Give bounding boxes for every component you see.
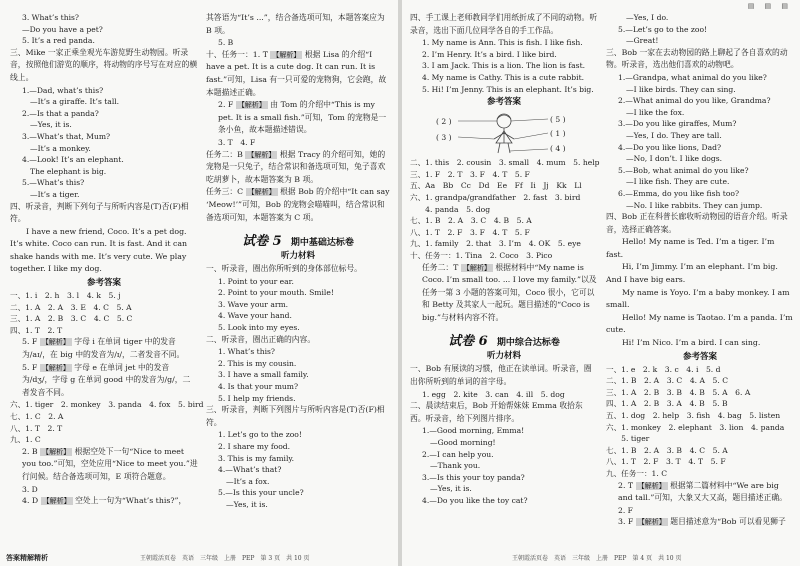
analysis-text: 根据 Lisa 的介绍“I have a pet. It is a cute dog. It can run. It is fast.”可知，Lisa 有一只可爱的宠物狗，它会跑，故本题描述正确。 (206, 49, 387, 97)
script-line: 4. Wave your hand. (218, 311, 292, 321)
dialog-line: —It’s a tiger. (30, 189, 80, 199)
script-line: 2.—I can help you. (422, 449, 494, 459)
analysis-tag: 【解析】 (42, 497, 71, 506)
script-line: 2. I share my food. (218, 442, 291, 451)
script-line: 1. egg 2. kite 3. can 4. ill 5. dog (422, 389, 565, 399)
script-line: —No, I don’t. I like dogs. (626, 154, 723, 164)
section-heading: 一、听录音，圈出你所听到的身体部位标号。 (206, 264, 362, 274)
analysis-text: 根据 Bob 的介绍中“It can say ‘Meow!’”可知，Bob 的宠物会喵喵叫，结合常识和备选项可知，本题答案为 C 项。 (206, 187, 390, 222)
answer-explanation (606, 480, 794, 505)
test-name: 期中综合达标卷 (496, 338, 560, 349)
figure-label: ( 2 ) (436, 117, 452, 127)
analysis-tag: 【解析】 (247, 188, 276, 197)
answer-line: 5. tiger (606, 434, 650, 444)
right-column-2 (606, 12, 794, 529)
script-line: 3. This is my family. (218, 453, 295, 463)
script-line: —I like the fox. (626, 107, 685, 117)
script-line: 2. Point to your mouth. Smile! (218, 288, 334, 298)
analysis-tag: 【解析】 (42, 447, 71, 456)
answer-key-label: 答案精解精析 (6, 553, 48, 562)
script-line: 3.—Is this your toy panda? (422, 472, 525, 482)
answer-explanation (10, 446, 198, 484)
script-line: 4. Is that your mum? (218, 382, 299, 392)
script-line: —Good morning! (430, 438, 496, 448)
script-line: —Yes, I do. They are tall. (626, 130, 722, 140)
script-line: 2. This is my cousin. (218, 358, 297, 368)
analysis-text: 根据空处下一句“Nice to meet you too.”可知，空处应用“Nice to meet you.”进行问候。结合备选项可知，E 项符合题意。 (22, 446, 198, 481)
answer-number: 5. F (22, 362, 38, 372)
section-heading: 四、手工课上老师教同学们用纸折成了不同的动物。听录音，选出下面几位同学各自的手工作品。 (410, 13, 598, 35)
script-line: 4.—Do you like the toy cat? (422, 496, 528, 505)
figure-label: ( 5 ) (550, 115, 566, 125)
script-line: 3.—Do you like giraffes, Mum? (618, 119, 737, 129)
section-heading: 二、晨读结束后，Bob 开始帮妹妹 Emma 收拾东西。听录音，给下列图片排序。 (410, 401, 583, 423)
answer-line: 八、1. T 2. T (10, 423, 63, 433)
dialog-line: —It’s a monkey. (30, 143, 91, 153)
analysis-text: 根据 Tracy 的介绍可知，她的宠物是一只兔子，结合常识和备选项可知，兔子喜欢吃胡萝卜，故本题答案为 B 项。 (206, 149, 386, 184)
script-line: 3. I am Jack. This is a lion. The lion is fast. (422, 61, 586, 71)
answer-line: 五、Aa Bb Cc Dd Ee Ff Ii Jj Kk Ll (410, 181, 582, 191)
answer-number: 5. F (22, 337, 38, 347)
script-line: 1. Let’s go to the zoo! (218, 430, 302, 440)
answer-line: 七、1. B 2. A 3. C 4. B 5. A (410, 216, 532, 226)
answers-heading: 参考答案 (682, 351, 717, 362)
script-line: 1. What’s this? (218, 347, 275, 357)
analysis-text: 由 Tom 的介绍中“This is my pet. It is a small fish.”可知，Tom 的宠物是一条小鱼，故本题描述错误。 (218, 100, 387, 135)
section-heading: 三、Bob 一家在去动物园的路上聊起了各自喜欢的动物。听录音，选出他们喜欢的动物吧。 (606, 47, 788, 70)
answer-line: 一、1. e 2. k 3. c 4. i 5. d (606, 364, 721, 374)
analysis-text: 题目描述意为“Bob 可以看见狮子 (670, 517, 786, 527)
right-page (402, 0, 800, 566)
dialog-line: —Yes, it is. (30, 120, 72, 130)
answer-number: 4. D (22, 496, 39, 506)
subsection-title: 听力材料 (280, 251, 315, 262)
answer-line: 三、1. A 2. B 3. C 4. C 5. C (10, 314, 133, 324)
dialog-line: 4.—Look! It’s an elephant. (22, 155, 124, 165)
answer-line: 九、1. C (10, 435, 41, 445)
script-line: —Yes, I do. (626, 13, 669, 22)
answer-number: 2. T (618, 480, 634, 490)
dialog-line: 5.—What’s this? (22, 178, 85, 188)
answer-explanation (206, 49, 390, 99)
answer-line: 二、1. this 2. cousin 3. small 4. mum 5. help (410, 158, 600, 168)
answers-heading: 参考答案 (486, 97, 521, 108)
script-line: —It’s a fox. (226, 476, 270, 486)
left-column-2 (206, 12, 390, 511)
script-line: 4.—What’s that? (218, 465, 282, 475)
answer-explanation (206, 186, 390, 224)
analysis-text: 根据材料中“My name is Coco. I’m small too. ... I love my family.”以及任务一第 3 小题的答案可知，Coco 很小，它可以和 Betty 及其家人一起玩。题目描述的“Coco is big.”与材料内容不符。 (422, 262, 597, 322)
figure-label: ( 3 ) (436, 133, 452, 143)
answer-number: 2. F (218, 100, 234, 110)
script-line: 2. I’m Henry. It’s a bird. I like bird. (422, 49, 557, 59)
subsection-title: 听力材料 (486, 351, 521, 362)
analysis-text: 字母 e 在单词 jet 中的发音为/dʒ/，字母 g 在单词 good 中的发音为/g/，二者发音不同。 (22, 362, 191, 397)
test-name: 期中基础达标卷 (290, 238, 354, 249)
answer-line: 九、任务一：1. C (606, 468, 668, 478)
script-line: —Thank you. (430, 461, 481, 471)
answer-line: 四、1. T 2. T (10, 325, 63, 335)
answer-line: 3. T 4. F (218, 137, 256, 147)
script-line: —Great! (626, 36, 659, 46)
script-line: —Yes, it is. (430, 484, 472, 494)
analysis-text: 根据第二篇材料中“We are big and tall.”可知，大象又大又高，题目描述正确。 (618, 480, 787, 503)
answer-line: 2. F (618, 505, 633, 515)
answer-number: 任务二：T (422, 262, 459, 272)
analysis-text: 空处上一句为“What’s this?”， (75, 496, 187, 506)
script-line: 5.—Bob, what animal do you like? (618, 165, 749, 175)
analysis-tag: 【解析】 (41, 363, 70, 372)
section-heading: 一、Bob 有展读的习惯，他正在读单词。听录音，圈出你所听到的单词的首字母。 (410, 364, 592, 387)
script-line: —I like fish. They are cute. (626, 177, 730, 187)
script-line: —I like birds. They can sing. (626, 84, 736, 94)
script-line: 4. My name is Cathy. This is a cute rabbit. (422, 72, 585, 82)
answer-line: 十、任务一：1. Tina 2. Coco 3. Pico (410, 250, 553, 260)
answer-number: 十、任务一：1. T (206, 49, 268, 59)
answer-line: 九、1. family 2. that 3. I’m 4. OK 5. eye (410, 239, 581, 249)
text-line: —Do you have a pet? (22, 24, 103, 34)
answer-line: 七、1. C 2. A (10, 412, 64, 421)
page-footer: 王朝霞活页卷 英语 三年级 上册 PEP 第 4 页 共 10 页 (512, 555, 682, 562)
answer-line: 二、1. A 2. A 3. E 4. C 5. A (10, 302, 132, 312)
script-line: 1. Point to your ear. (218, 276, 294, 286)
left-column-1 (10, 12, 204, 508)
test-number: 试卷 6 (448, 334, 488, 350)
listening-passage: Hello! My name is Taotao. I’m a panda. I’m cute. (606, 312, 793, 335)
analysis-tag: 【解析】 (272, 50, 301, 59)
script-line: 3. I have a small family. (218, 370, 309, 380)
script-line: 1.—Grandpa, what animal do you like? (618, 72, 767, 82)
analysis-tag: 【解析】 (637, 518, 666, 527)
dialog-line: The elephant is big. (30, 166, 107, 176)
listening-passage: Hi, I’m Jimmy. I’m an elephant. I’m big. And I have big ears. (606, 262, 778, 285)
answer-explanation (410, 262, 598, 325)
script-line: 3. Wave your arm. (218, 299, 289, 309)
analysis-tag: 【解析】 (637, 481, 666, 490)
answer-line: 3. D (22, 484, 38, 494)
script-line: 5. I help my friends. (218, 393, 296, 403)
answer-line: 一、1. i 2. h 3. l 4. k 5. j (10, 291, 121, 301)
figure-label: ( 4 ) (550, 144, 566, 154)
answer-number: 任务二：B (206, 149, 243, 159)
answer-line: 五、1. dog 2. help 3. fish 4. bag 5. listen (606, 411, 781, 420)
section-heading: 四、听录音，判断下列句子与所听内容是(T)否(F)相符。 (10, 201, 189, 224)
analysis-tag: 【解析】 (41, 338, 70, 347)
answer-line: 六、1. tiger 2. monkey 3. panda 4. fox 5. bird (10, 400, 204, 410)
script-line: 6.—Emma, do you like fish too? (618, 188, 740, 198)
script-line: 4.—Do you like lions, Dad? (618, 142, 722, 152)
answer-number: 任务三：C (206, 187, 244, 197)
script-line: 5. Look into my eyes. (218, 323, 300, 333)
answer-line: 六、1. grandpa/grandfather 2. fast 3. bird (410, 192, 581, 202)
answer-explanation (606, 516, 794, 529)
answers-heading: 参考答案 (86, 278, 121, 289)
script-line: 5. Hi! I’m Jenny. This is an elephant. It’s big. (422, 84, 594, 94)
answer-line: 4. panda 5. dog (410, 204, 491, 214)
script-line: —Yes, it is. (226, 499, 268, 509)
script-line: 1.—Good morning, Emma! (422, 426, 525, 436)
answer-number: 3. F (618, 517, 634, 527)
answer-number: 2. B (22, 446, 38, 456)
answer-explanation (10, 362, 198, 400)
answer-line: 八、1. T 2. F 3. T 4. T 5. F (606, 457, 726, 467)
left-page (0, 0, 398, 566)
listening-passage: My name is Yoyo. I’m a baby monkey. I am small. (606, 287, 790, 310)
answer-line: 四、1. A 2. B 3. A 4. B 5. B (606, 399, 728, 409)
analysis-tag: 【解析】 (237, 101, 266, 110)
figure-label: ( 1 ) (550, 129, 566, 139)
text-line: 3. What’s this? (22, 13, 79, 22)
script-line: 2.—What animal do you like, Grandma? (618, 96, 771, 106)
answer-line: 二、1. B 2. A 3. C 4. A 5. C (606, 376, 729, 386)
answer-explanation (206, 99, 390, 137)
analysis-tag: 【解析】 (462, 263, 491, 272)
section-heading: 三、Mike 一家正乘坐观光车游览野生动物园。听录音，按照他们游览的顺序，将动物的序号写在对应的横线上。 (10, 47, 198, 82)
analysis-tag: 【解析】 (247, 150, 276, 159)
answer-explanation (10, 336, 198, 361)
script-line: —No. I like rabbits. They can jump. (626, 200, 763, 210)
listening-passage: Hello! My name is Ted. I’m a tiger. I’m fast. (606, 237, 775, 259)
text-line: 5. It’s a red panda. (22, 36, 95, 46)
answer-line: 八、1. T 2. F 3. F 4. T 5. F (410, 227, 530, 237)
page-footer: 王朝霞活页卷 英语 三年级 上册 PEP 第 3 页 共 10 页 (140, 555, 310, 562)
section-heading: 四、Bob 正在科普长廊收听动物园的语音介绍。听录音，选择正确答案。 (606, 212, 788, 234)
right-column-1 (410, 12, 598, 507)
listening-passage: I have a new friend, Coco. It’s a pet dog. It’s white. Coco can run. It is fast. And it can shake hands with me. It’s very cute. We play together. I like my dog. (10, 226, 188, 274)
answer-line: 三、1. A 2. B 3. B 4. B 5. A 6. A (606, 387, 751, 397)
dialog-line: —It’s a giraffe. It’s tall. (30, 97, 120, 107)
answer-line: 三、1. F 2. T 3. F 4. T 5. F (410, 169, 530, 179)
script-line: 5.—Let’s go to the zoo! (618, 24, 708, 34)
test-title (410, 330, 598, 349)
answer-line: 六、1. monkey 2. elephant 3. lion 4. panda (606, 422, 785, 432)
answer-explanation (10, 495, 198, 508)
analysis-text: 字母 i 在单词 tiger 中的发音为/aɪ/，在 big 中的发音为/ɪ/，二者发音不同。 (22, 337, 185, 360)
section-heading: 二、听录音，圈出正确的内容。 (206, 334, 316, 344)
corner-icons: ▤ ▤ ▤ (747, 2, 792, 10)
dialog-line: 2.—Is that a panda? (22, 108, 99, 118)
script-line: 5.—Is this your uncle? (218, 488, 304, 498)
dialog-line: 1.—Dad, what’s this? (22, 85, 104, 95)
listening-passage: Hi! I’m Nico. I’m a bird. I can sing. (622, 338, 761, 348)
answer-line: 七、1. B 2. A 3. B 4. C 5. A (606, 445, 728, 455)
answer-explanation: 其答语为“It’s ...”，结合备选项可知，本题答案应为 B 项。 (206, 13, 385, 35)
test-title (206, 230, 390, 249)
script-line: 1. My name is Ann. This is fish. I like fish. (422, 38, 583, 48)
dialog-line: 3.—What’s that, Mum? (22, 131, 111, 141)
answer-explanation (206, 149, 390, 187)
girl-figure-diagram (410, 111, 598, 155)
test-number: 试卷 5 (242, 234, 282, 250)
answer-line: 5. B (218, 38, 234, 48)
section-heading: 三、听录音，判断下列图片与所听内容是(T)否(F)相符。 (206, 405, 385, 427)
